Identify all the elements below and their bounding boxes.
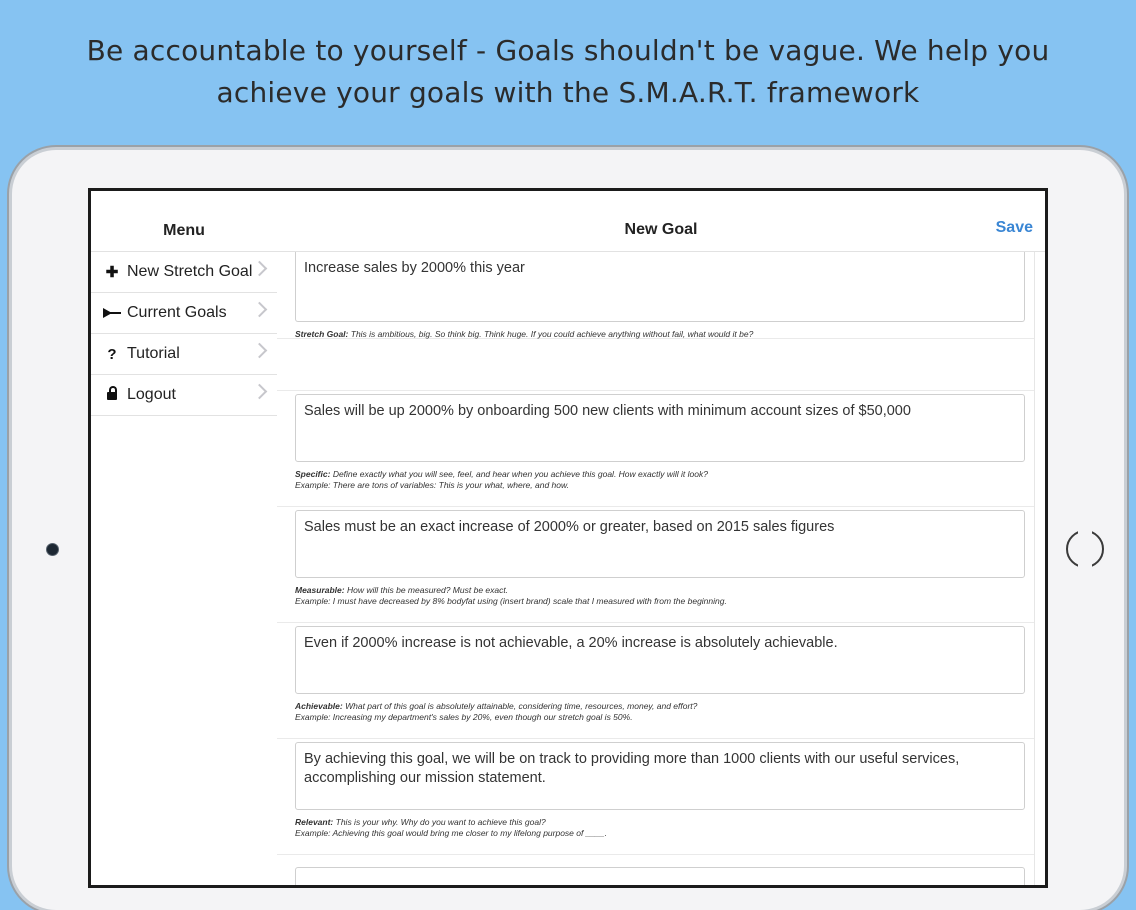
hint-label: Achievable: [295, 701, 343, 711]
sidebar-item-label: Tutorial [127, 345, 180, 362]
stretch-goal-section [277, 252, 1034, 339]
specific-field[interactable]: Sales will be up 2000% by onboarding 500 new clients with minimum account sizes of $50,000 [295, 394, 1025, 462]
hint-text: This is ambitious, big. So think big. Think huge. If you could achieve anything without fail, what would it be? [350, 329, 754, 339]
chevron-right-icon [252, 343, 268, 359]
sidebar-item-logout[interactable] [91, 375, 277, 416]
hint-example: Example: I must have decreased by 8% bodyfat using (insert brand) scale that I measured with from the beginning. [295, 596, 727, 606]
hint-label: Measurable: [295, 585, 345, 595]
achievable-field[interactable]: Even if 2000% increase is not achievable, a 20% increase is absolutely achievable. [295, 626, 1025, 694]
hint-text: How will this be measured? Must be exact. [346, 585, 509, 595]
hint-text: This is your why. Why do you want to achieve this goal? [335, 817, 546, 827]
measurable-hint [295, 578, 1034, 610]
hint-label: Specific: [295, 469, 331, 479]
sidebar-title: Menu [91, 191, 277, 252]
chevron-right-icon [252, 302, 268, 318]
specific-hint [295, 462, 1034, 494]
hint-example: Example: There are tons of variables: This is your what, where, and how. [295, 480, 570, 490]
pointer-icon [103, 305, 121, 322]
question-icon: ? [107, 345, 117, 363]
time-bound-section [277, 867, 1034, 888]
sidebar-item-label: Logout [127, 386, 176, 403]
lock-icon [103, 387, 121, 404]
page-title: New Goal [624, 221, 698, 238]
achievable-section [277, 626, 1034, 739]
nav-bar [277, 191, 1045, 252]
sidebar [91, 191, 278, 885]
specific-section [277, 394, 1034, 507]
hint-label: Relevant: [295, 817, 334, 827]
sidebar-item-tutorial[interactable] [91, 334, 277, 375]
sidebar-item-new-stretch-goal[interactable] [91, 252, 277, 293]
chevron-right-icon [252, 384, 268, 400]
relevant-hint [295, 810, 1034, 842]
stretch-goal-hint [295, 322, 1034, 343]
app-screen [88, 188, 1048, 888]
promo-headline: Be accountable to yourself - Goals shouldn't be vague. We help you achieve your goals with the S.M.A.R.T. framework [86, 34, 1050, 109]
camera-icon [46, 543, 59, 556]
chevron-right-icon [252, 261, 268, 277]
relevant-section [277, 742, 1034, 855]
achievable-hint [295, 694, 1034, 726]
stretch-goal-field[interactable]: Increase sales by 2000% this year [295, 252, 1025, 322]
section-spacer [277, 339, 1034, 391]
save-button[interactable]: Save [995, 219, 1033, 236]
hint-text: Define exactly what you will see, feel, and hear when you achieve this goal. How exactly will it look? [332, 469, 708, 479]
sidebar-item-label: New Stretch Goal [127, 263, 253, 280]
hint-example: Example: Increasing my department's sales by 20%, even though our stretch goal is 50%. [295, 712, 633, 722]
main-panel [277, 191, 1045, 885]
relevant-field[interactable]: By achieving this goal, we will be on track to providing more than 1000 clients with our useful services, accomplishing our mission statement. [295, 742, 1025, 810]
measurable-field[interactable]: Sales must be an exact increase of 2000% or greater, based on 2015 sales figures [295, 510, 1025, 578]
time-bound-field[interactable] [295, 867, 1025, 888]
plus-icon: ✚ [105, 264, 119, 281]
home-button-icon [1066, 530, 1104, 568]
hint-label: Stretch Goal: [295, 329, 349, 339]
measurable-section [277, 510, 1034, 623]
hint-text: What part of this goal is absolutely attainable, considering time, resources, money, and effort? [345, 701, 698, 711]
sidebar-item-label: Current Goals [127, 304, 227, 321]
hint-example: Example: Achieving this goal would bring me closer to my lifelong purpose of ____. [295, 828, 607, 838]
goal-form [277, 252, 1035, 885]
sidebar-item-current-goals[interactable] [91, 293, 277, 334]
